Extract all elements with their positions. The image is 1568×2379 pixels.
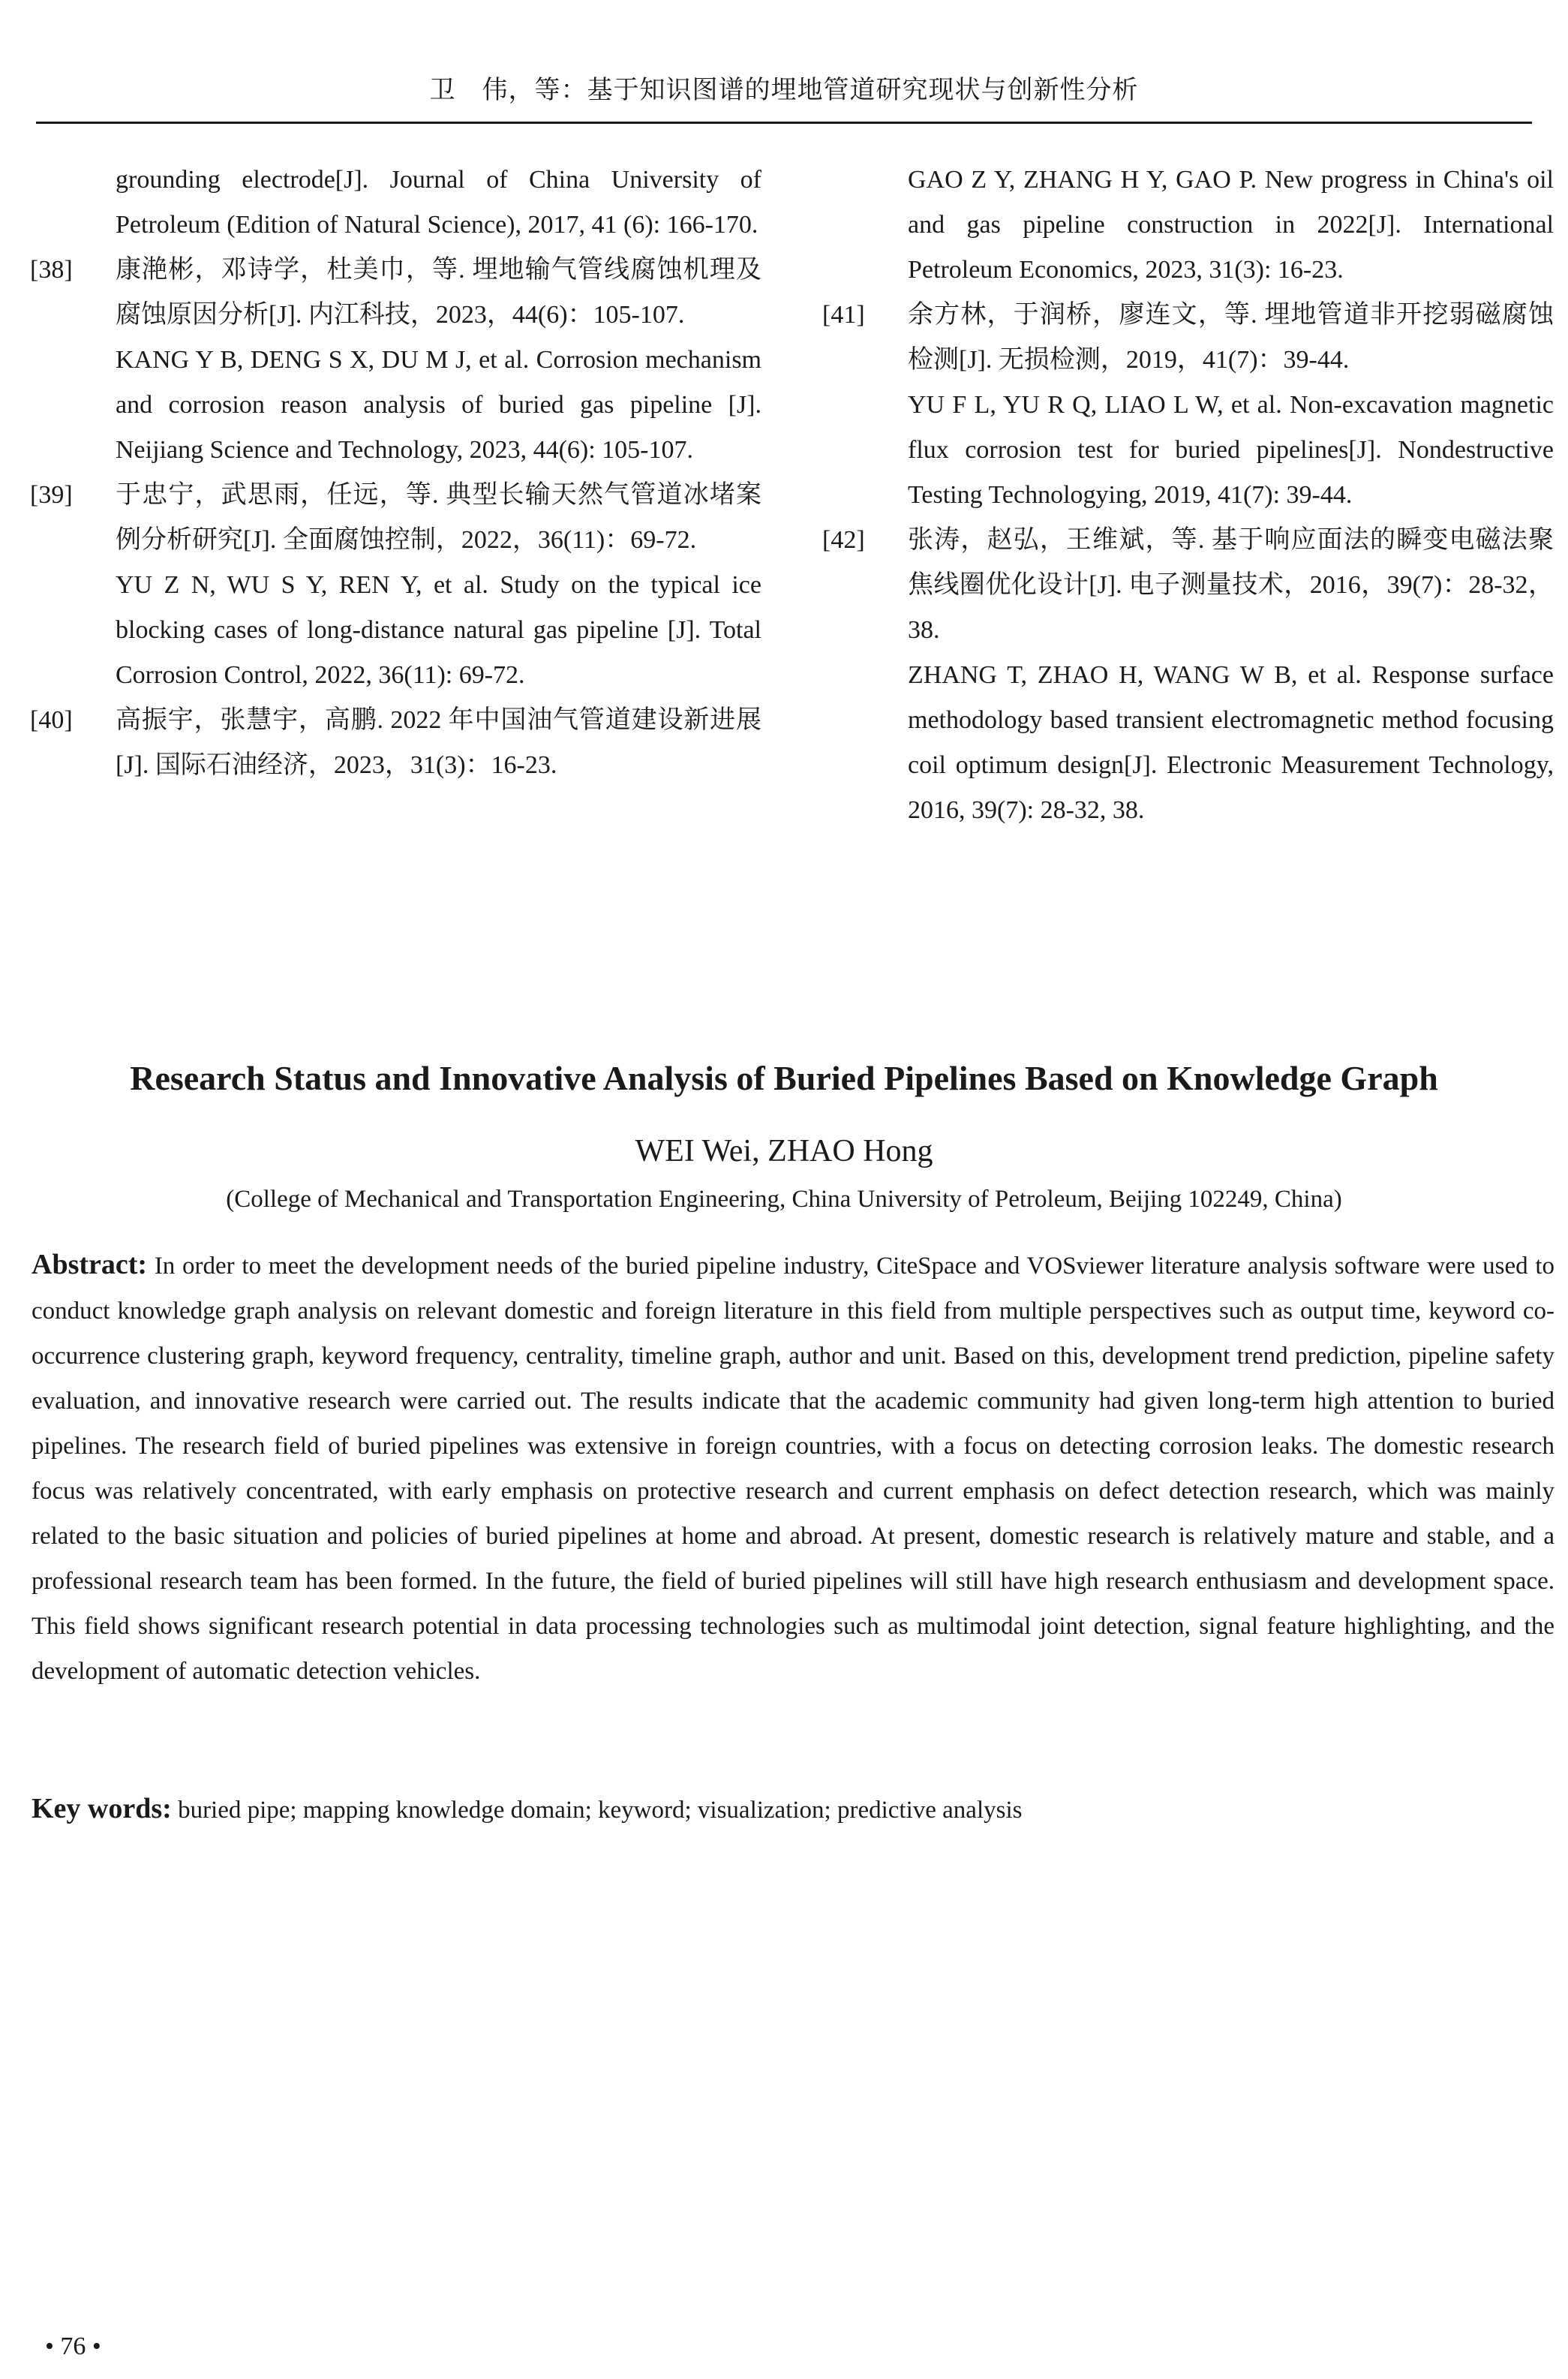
reference-entry xyxy=(30,158,761,248)
references-right-column xyxy=(822,158,1554,833)
running-head: 卫 伟，等：基于知识图谱的埋地管道研究现状与创新性分析 xyxy=(429,75,1139,105)
reference-number: [42] xyxy=(822,526,865,554)
reference-entry xyxy=(30,698,761,788)
page-number: • 76 • xyxy=(45,2332,101,2360)
reference-text: GAO Z Y, ZHANG H Y, GAO P. New progress in China's oil and gas pipeline construction in 2022[J]. International Petroleum Economics, 2023, 31(3): 16-23. xyxy=(908,166,1554,284)
paper-title: Research Status and Innovative Analysis of Buried Pipelines Based on Knowledge Graph xyxy=(130,1059,1438,1097)
reference-text: YU Z N, WU S Y, REN Y, et al. Study on the typical ice blocking cases of long-distance natural gas pipeline [J]. Total Corrosion Control, 2022, 36(11): 69-72. xyxy=(116,571,761,689)
affiliation: (College of Mechanical and Transportation Engineering, China University of Petroleum, Beijing 102249, China) xyxy=(226,1186,1342,1213)
reference-text: 余方林，于润桥，廖连文，等. 埋地管道非开挖弱磁腐蚀检测[J]. 无损检测，2019，41(7)：39-44. xyxy=(908,301,1554,374)
abstract-text: In order to meet the development needs of the buried pipeline industry, CiteSpace and VOSviewer literature analysis software were used to conduct knowledge graph analysis on relevant domestic and foreign literature in this field from multiple perspectives such as output time, keyword co-occurrence clustering graph, keyword frequency, centrality, timeline graph, author and unit. Based on this, development trend prediction, pipeline safety evaluation, and innovative research were carried out. The results indicate that the academic community had given long-term high attention to buried pipelines. The research field of buried pipelines was extensive in foreign countries, with a focus on detecting corrosion leaks. The domestic research focus was relatively concentrated, with early emphasis on protective research and current emphasis on defect detection research, which was mainly related to the basic situation and policies of buried pipelines at home and abroad. At present, domestic research is relatively mature and stable, and a professional research team has been formed. In the future, the field of buried pipelines will still have high research enthusiasm and development space. This field shows significant research potential in data processing technologies such as multimodal joint detection, signal feature highlighting, and the development of automatic detection vehicles. xyxy=(32,1253,1555,1685)
reference-text: KANG Y B, DENG S X, DU M J, et al. Corrosion mechanism and corrosion reason analysis of buried gas pipeline [J]. Neijiang Science and Technology, 2023, 44(6): 105-107. xyxy=(116,346,761,464)
abstract xyxy=(32,1242,1554,1694)
reference-entry xyxy=(822,518,1554,833)
reference-text: ZHANG T, ZHAO H, WANG W B, et al. Response surface methodology based transient electromagnetic method focusing coil optimum design[J]. Electronic Measurement Technology, 2016, 39(7): 28-32, 38. xyxy=(908,661,1554,824)
reference-text: 康滟彬，邓诗学，杜美巾，等. 埋地输气管线腐蚀机理及腐蚀原因分析[J]. 内江科技，2023，44(6)：105-107. xyxy=(116,256,761,329)
reference-number: [39] xyxy=(30,481,73,509)
reference-entry xyxy=(822,158,1554,293)
reference-entry xyxy=(30,248,761,473)
authors: WEI Wei, ZHAO Hong xyxy=(635,1134,933,1168)
reference-entry xyxy=(30,473,761,698)
reference-text: 高振宇，张慧宇，高鹏. 2022 年中国油气管道建设新进展[J]. 国际石油经济，2023，31(3)：16-23. xyxy=(116,706,761,779)
reference-text: YU F L, YU R Q, LIAO L W, et al. Non-excavation magnetic flux corrosion test for buried pipelines[J]. Nondestructive Testing Technologying, 2019, 41(7): 39-44. xyxy=(908,391,1554,509)
reference-number: [40] xyxy=(30,706,73,734)
reference-number: [38] xyxy=(30,256,73,284)
abstract-label: Abstract: xyxy=(32,1249,148,1280)
reference-text: 张涛，赵弘，王维斌，等. 基于响应面法的瞬变电磁法聚焦线圈优化设计[J]. 电子测量技术，2016，39(7)：28-32，38. xyxy=(908,526,1554,644)
reference-text: grounding electrode[J]. Journal of China University of Petroleum (Edition of Natural Science), 2017, 41 (6): 166-170. xyxy=(116,166,761,239)
header-rule xyxy=(36,122,1532,124)
reference-number: [41] xyxy=(822,301,865,329)
references-left-column xyxy=(30,158,761,788)
keywords-text: buried pipe; mapping knowledge domain; keyword; visualization; predictive analysis xyxy=(178,1797,1023,1824)
reference-text: 于忠宁，武思雨，任远，等. 典型长输天然气管道冰堵案例分析研究[J]. 全面腐蚀控制，2022，36(11)：69-72. xyxy=(116,481,761,554)
reference-entry xyxy=(822,293,1554,518)
keywords xyxy=(32,1786,1554,1833)
keywords-label: Key words: xyxy=(32,1793,172,1824)
